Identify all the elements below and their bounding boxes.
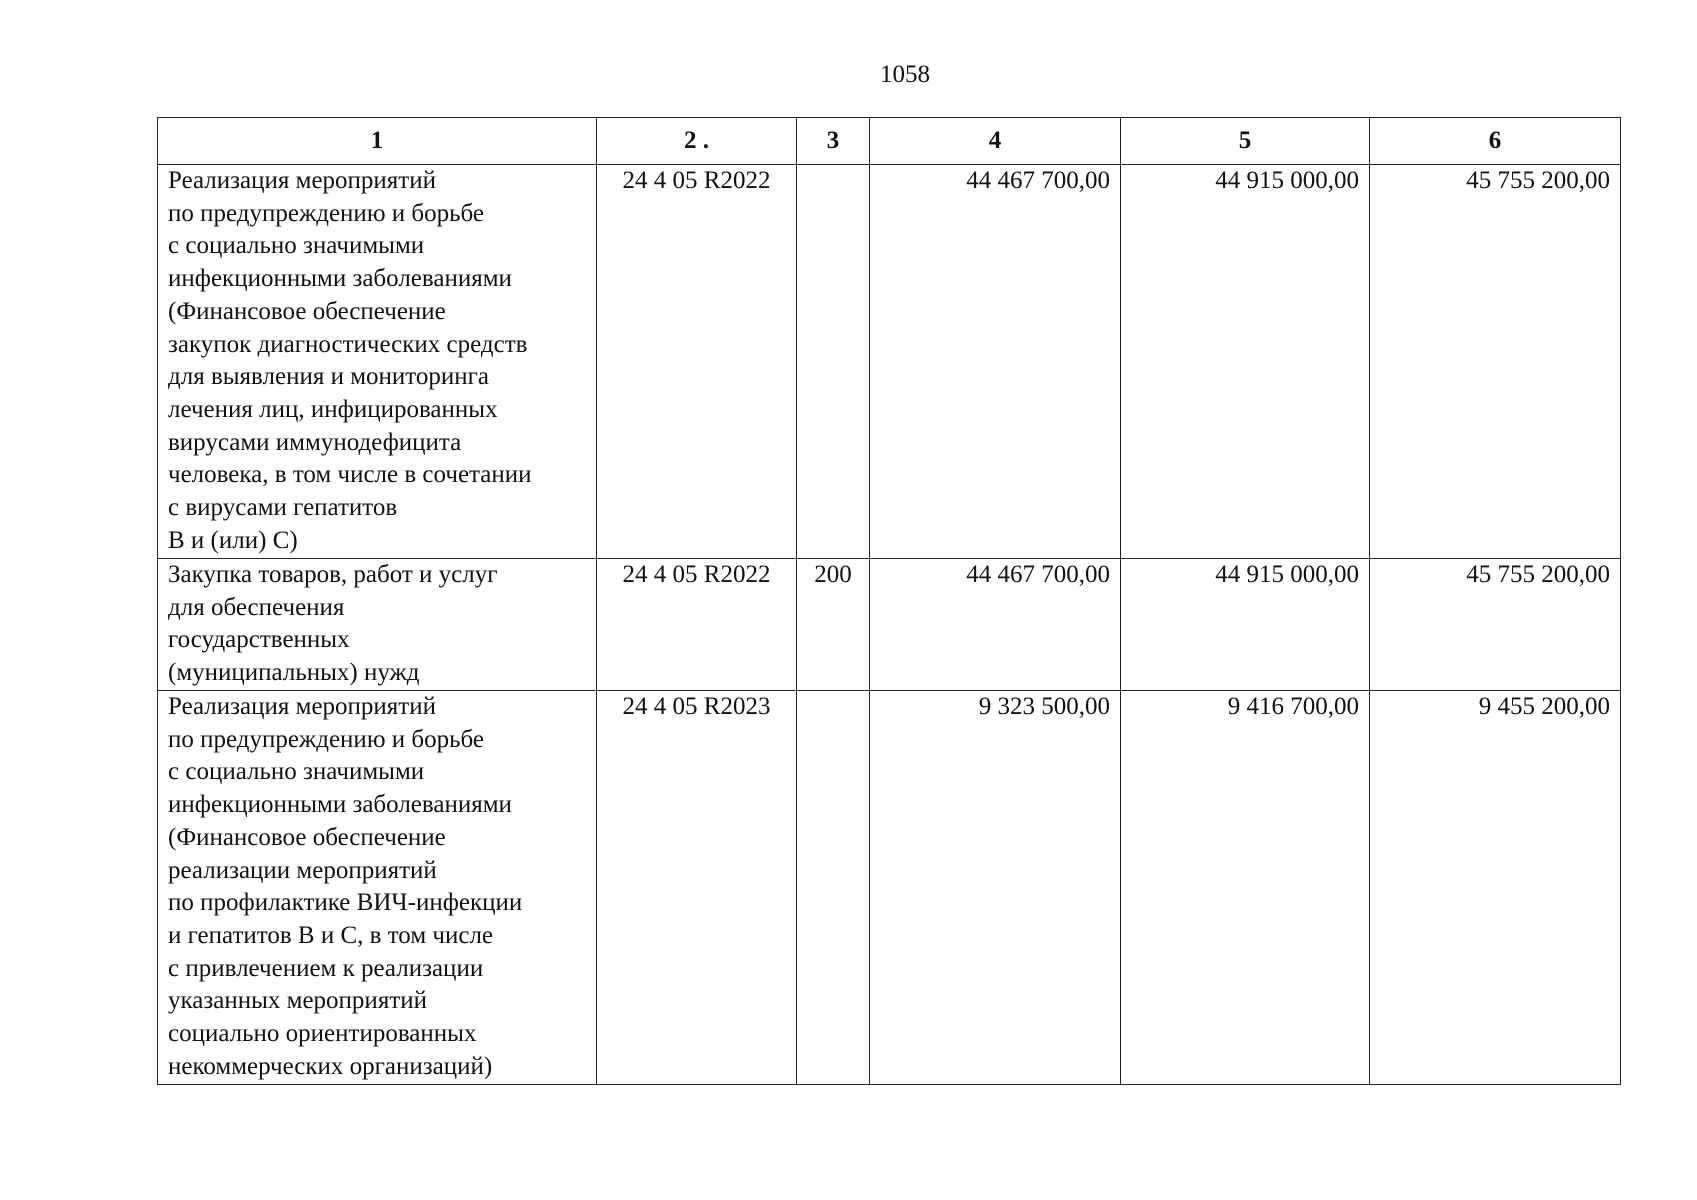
- row-code-cell: 24 4 05 R2023: [597, 691, 797, 1085]
- table-row: [158, 691, 1621, 1085]
- row-amount-2-cell: 44 915 000,00: [1121, 559, 1370, 691]
- budget-table: [157, 117, 1621, 1085]
- table-row: [158, 559, 1621, 691]
- row-amount-2-cell: 44 915 000,00: [1121, 165, 1370, 559]
- row-amount-3-cell: 45 755 200,00: [1370, 559, 1621, 691]
- row-amount-3-cell: 45 755 200,00: [1370, 165, 1621, 559]
- row-code-cell: 24 4 05 R2022: [597, 559, 797, 691]
- table-header-row: [158, 118, 1621, 165]
- row-name-cell: Закупка товаров, работ и услуг для обеспечения государственных (муниципальных) нужд: [158, 559, 597, 691]
- row-name-cell: Реализация мероприятий по предупреждению и борьбе с социально значимыми инфекционными заболеваниями (Финансовое обеспечение закупок диагностических средств для выявления и мониторинга лечения лиц, инфицированных вирусами иммунодефицита человека, в том числе в сочетании с вирусами гепатитов В и (или) С): [158, 165, 597, 559]
- row-name-cell: Реализация мероприятий по предупреждению и борьбе с социально значимыми инфекционными заболеваниями (Финансовое обеспечение реализации мероприятий по профилактике ВИЧ-инфекции и гепатитов В и С, в том числе с привлечением к реализации указанных мероприятий социально ориентированных некоммерческих организаций): [158, 691, 597, 1085]
- header-col-5: 5: [1121, 118, 1370, 165]
- row-amount-2-cell: 9 416 700,00: [1121, 691, 1370, 1085]
- header-col-4: 4: [870, 118, 1121, 165]
- row-expense-type-cell: [797, 165, 870, 559]
- row-amount-3-cell: 9 455 200,00: [1370, 691, 1621, 1085]
- page-number: 1058: [880, 61, 930, 88]
- row-amount-1-cell: 44 467 700,00: [870, 165, 1121, 559]
- header-col-6: 6: [1370, 118, 1621, 165]
- row-code-cell: 24 4 05 R2022: [597, 165, 797, 559]
- row-expense-type-cell: [797, 691, 870, 1085]
- row-amount-1-cell: 9 323 500,00: [870, 691, 1121, 1085]
- header-col-2: 2 .: [597, 118, 797, 165]
- row-amount-1-cell: 44 467 700,00: [870, 559, 1121, 691]
- header-col-1: 1: [158, 118, 597, 165]
- header-col-3: 3: [797, 118, 870, 165]
- row-expense-type-cell: 200: [797, 559, 870, 691]
- table-row: [158, 165, 1621, 559]
